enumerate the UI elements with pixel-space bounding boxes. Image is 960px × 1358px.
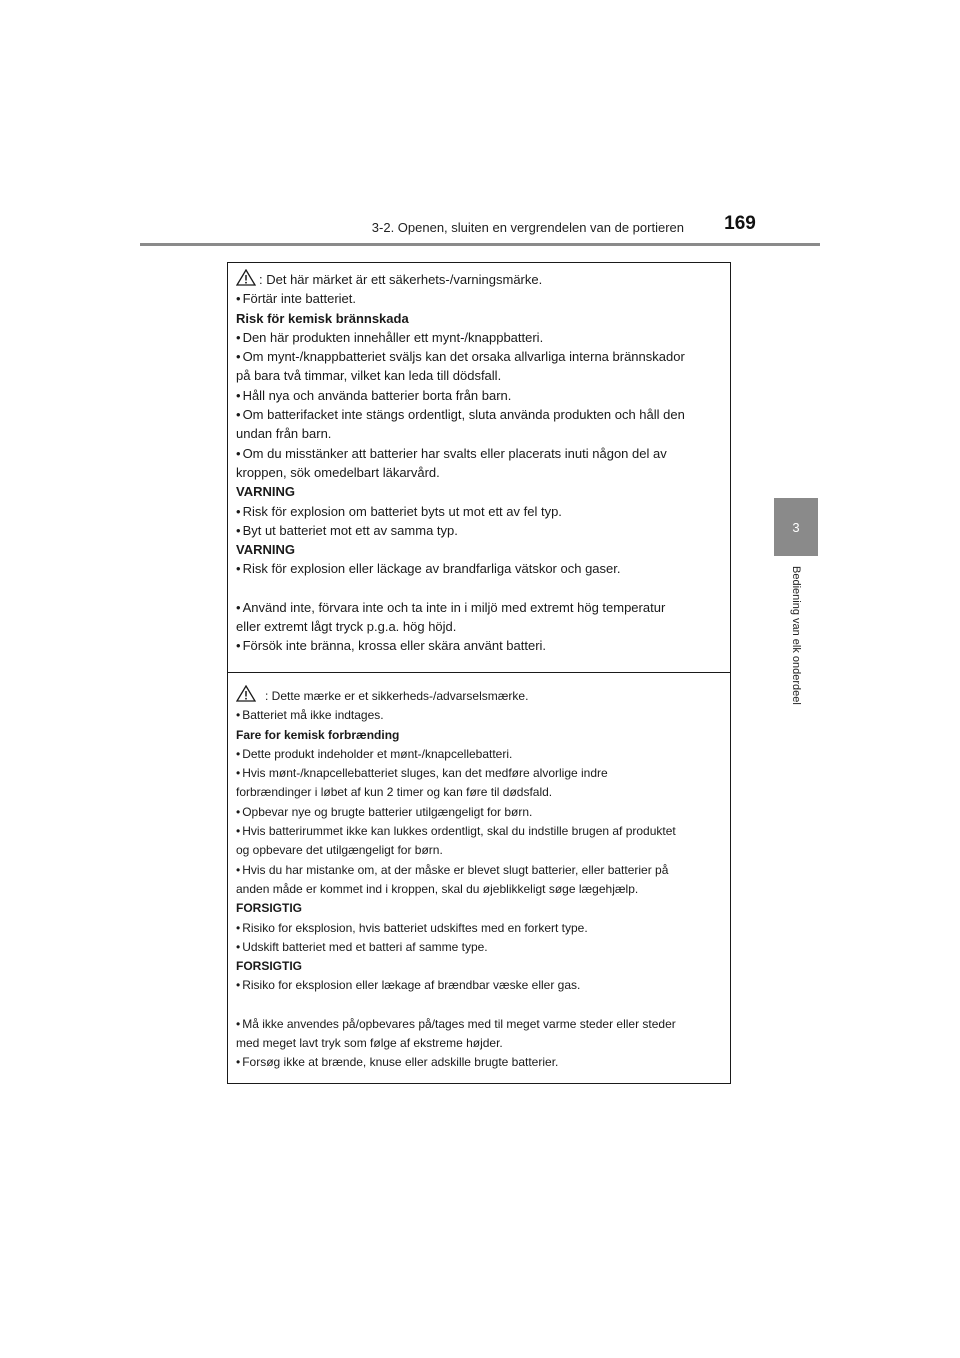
danish-intro-text: : Dette mærke er et sikkerheds-/advarselsmærke. — [265, 689, 529, 703]
warning-heading: FORSIGTIG — [236, 901, 302, 916]
section-title: 3-2. Openen, sluiten en vergrendelen van de portieren — [371, 220, 684, 235]
swedish-warning-lines — [236, 289, 722, 655]
warning-heading: VARNING — [236, 542, 295, 558]
chapter-tab — [774, 498, 818, 556]
warning-text-line: med meget lavt tryk som følge af ekstreme højder. — [236, 1036, 503, 1051]
warning-heading: FORSIGTIG — [236, 959, 302, 974]
warning-text-line: • Hvis batterirummet ikke kan lukkes ordentligt, skal du indstille brugen af produktet — [236, 822, 722, 841]
warning-text-line: • Risk för explosion om batteriet byts ut mot ett av fel typ. — [236, 502, 722, 521]
page-number: 169 — [724, 213, 756, 234]
danish-warning-section — [228, 673, 730, 1083]
warning-text-line: • Batteriet må ikke indtages. — [236, 706, 722, 725]
warning-text-line: på bara två timmar, vilket kan leda till dödsfall. — [236, 368, 502, 384]
warning-text-line: • Må ikke anvendes på/opbevares på/tages med til meget varme steder eller steder — [236, 1015, 722, 1034]
warning-text-line: • Håll nya och använda batterier borta från barn. — [236, 386, 722, 405]
warning-text-line: kroppen, sök omedelbart läkarvård. — [236, 464, 440, 480]
swedish-warning-section — [228, 263, 730, 673]
swedish-intro-line — [236, 269, 722, 289]
danish-intro-line — [236, 685, 722, 706]
warning-text-line: • Risiko for eksplosion, hvis batteriet udskiftes med en forkert type. — [236, 919, 722, 938]
battery-warning-box — [227, 262, 731, 1084]
warning-heading: Risk för kemisk brännskada — [236, 310, 409, 326]
warning-text-line: • Försök inte bränna, krossa eller skära använt batteri. — [236, 636, 722, 655]
warning-heading: VARNING — [236, 484, 295, 500]
chapter-label: Bediening van elk onderdeel — [790, 566, 802, 705]
warning-text-line: • Dette produkt indeholder et mønt-/knapcellebatteri. — [236, 745, 722, 764]
warning-text-line: • Opbevar nye og brugte batterier utilgængeligt for børn. — [236, 803, 722, 822]
warning-text-line: • Hvis mønt-/knapcellebatteriet sluges, kan det medføre alvorlige indre — [236, 764, 722, 783]
danish-warning-lines — [236, 706, 722, 1072]
warning-text-line: • Den här produkten innehåller ett mynt-/knappbatteri. — [236, 328, 722, 347]
warning-text-line: • Hvis du har mistanke om, at der måske er blevet slugt batterier, eller batterier på — [236, 861, 722, 880]
warning-text-line: • Risiko for eksplosion eller lækage af brændbar væske eller gas. — [236, 976, 722, 995]
chapter-number: 3 — [792, 519, 800, 535]
warning-text-line: • Udskift batteriet med et batteri af samme type. — [236, 938, 722, 957]
warning-text-line: • Byt ut batteriet mot ett av samma typ. — [236, 521, 722, 540]
warning-text-line: eller extremt lågt tryck p.g.a. hög höjd. — [236, 619, 457, 635]
warning-text-line: • Förtär inte batteriet. — [236, 289, 722, 308]
warning-text-line: anden måde er kommet ind i kroppen, skal du øjeblikkeligt søge lægehjælp. — [236, 881, 639, 896]
warning-text-line: • Om du misstänker att batterier har svalts eller placerats inuti någon del av — [236, 444, 722, 463]
warning-text-line: • Risk för explosion eller läckage av brandfarliga vätskor och gaser. — [236, 559, 722, 578]
warning-text-line: forbrændinger i løbet af kun 2 timer og kan føre til dødsfald. — [236, 785, 553, 800]
warning-text-line: • Forsøg ikke at brænde, knuse eller adskille brugte batterier. — [236, 1053, 722, 1072]
warning-text-line: undan från barn. — [236, 426, 332, 442]
header-divider — [140, 243, 820, 246]
warning-text-line: • Använd inte, förvara inte och ta inte in i miljö med extremt hög temperatur — [236, 598, 722, 617]
warning-text-line: • Om mynt-/knappbatteriet sväljs kan det orsaka allvarliga interna brännskador — [236, 347, 722, 366]
warning-heading: Fare for kemisk forbrænding — [236, 727, 400, 742]
warning-triangle-icon — [236, 269, 256, 286]
warning-triangle-icon — [236, 685, 256, 702]
swedish-intro-text: : Det här märket är ett säkerhets-/varningsmärke. — [259, 272, 543, 287]
warning-text-line: • Om batterifacket inte stängs ordentligt, sluta använda produkten och håll den — [236, 405, 722, 424]
warning-text-line: og opbevare det utilgængeligt for børn. — [236, 843, 443, 858]
